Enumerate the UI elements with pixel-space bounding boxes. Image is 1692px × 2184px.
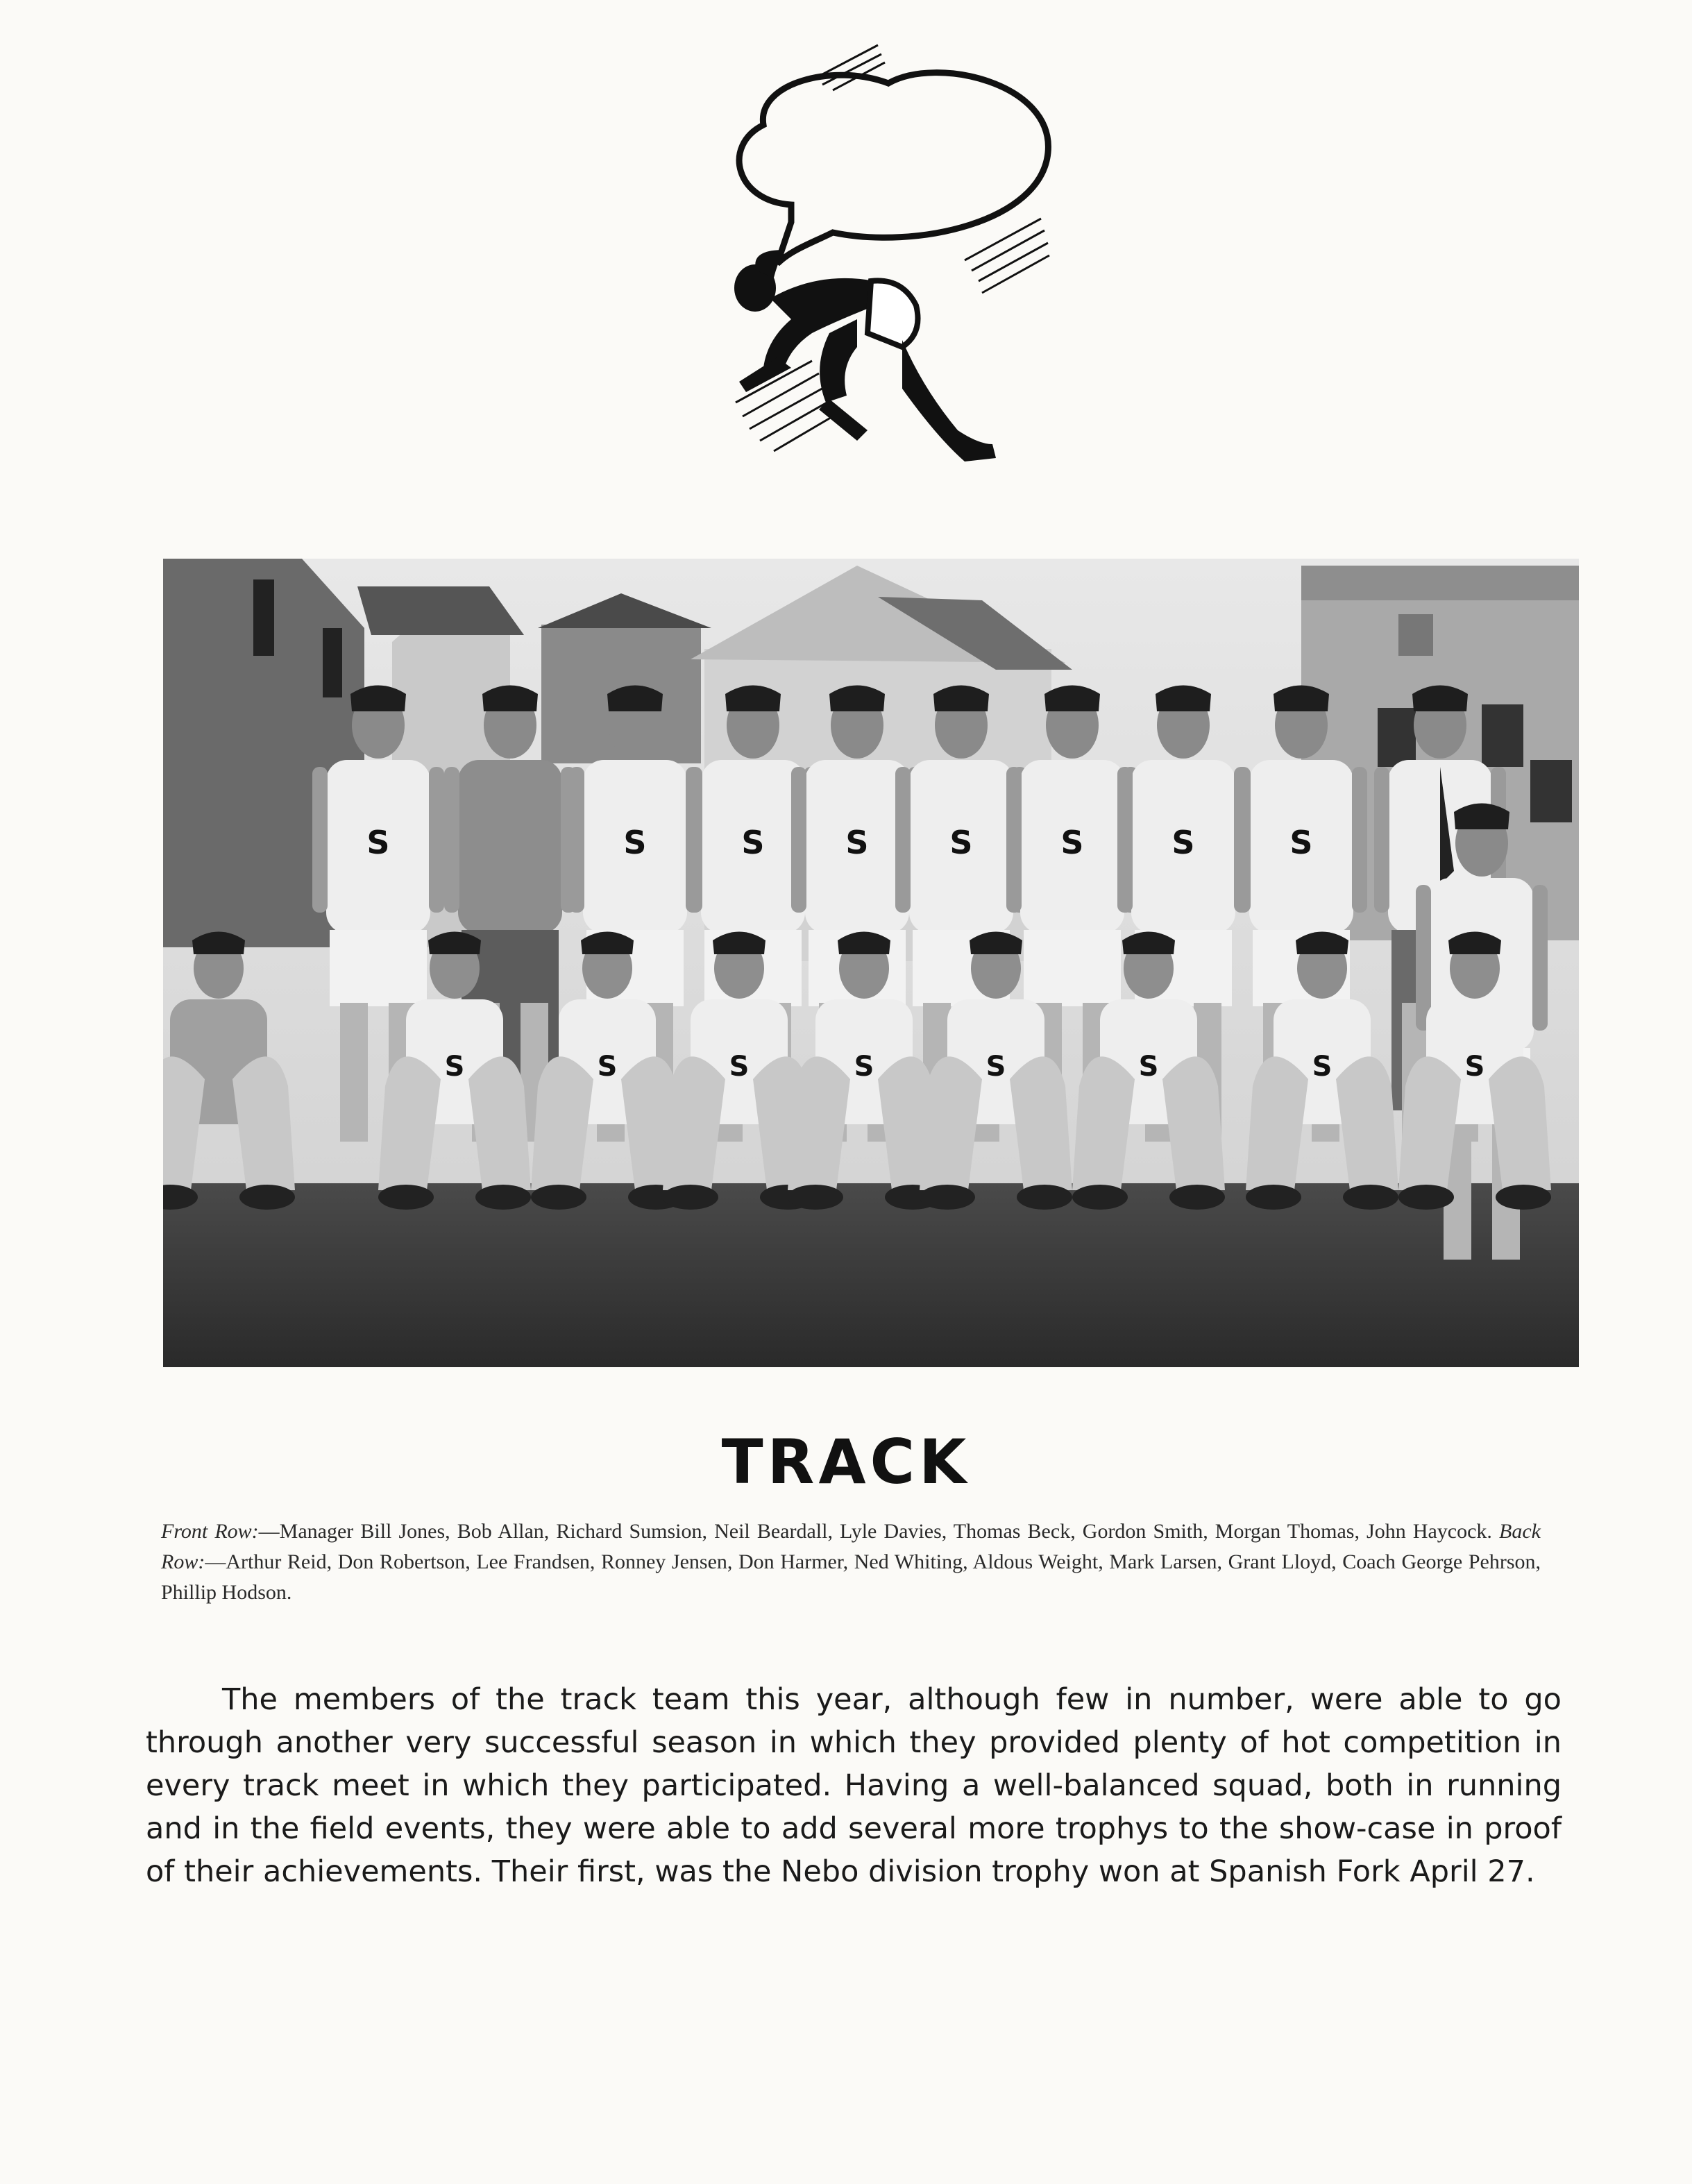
team-photograph [163,559,1579,1367]
svg-text:S: S [597,1051,618,1083]
svg-text:S: S [729,1051,750,1083]
svg-text:S: S [741,824,765,861]
svg-text:S: S [1464,1051,1485,1083]
back-row-names: —Arthur Reid, Don Robertson, Lee Frandsen, Ronney Jensen, Don Harmer, Ned Whiting, Aldous Weight, Mark Larsen, Grant Lloyd, Coach George Pehrson, Phillip Hodson. [161,1550,1541,1604]
svg-text:S: S [985,1051,1006,1083]
svg-text:S: S [366,824,390,861]
svg-text:S: S [1138,1051,1159,1083]
front-row-names: —Manager Bill Jones, Bob Allan, Richard Sumsion, Neil Beardall, Lyle Davies, Thomas Beck, Gordon Smith, Morgan Thomas, John Haycock. [258,1520,1492,1543]
svg-text:S: S [444,1051,465,1083]
svg-text:S: S [623,824,647,861]
front-row-label: Front Row: [161,1520,259,1543]
page-title: TRACK [721,1426,971,1498]
svg-text:S: S [1289,824,1313,861]
svg-text:S: S [1171,824,1195,861]
svg-text:S: S [854,1051,874,1083]
photo-caption [161,1516,1541,1608]
svg-text:S: S [1060,824,1084,861]
back-row-label: Back Row: [161,1520,1541,1573]
svg-text:S: S [1312,1051,1333,1083]
svg-text:S: S [845,824,869,861]
svg-text:S: S [949,824,973,861]
sprinter-illustration [708,42,1069,486]
body-paragraph: The members of the track team this year, although few in number, were able to go through another very successful season in which they provided plenty of hot competition in every track meet in which they participated. Having a well-balanced squad, both in running and in the field events, they were able to add several more trophys to the show-case in proof of their achievements. Their first, was the Nebo division trophy won at Spanish Fork April 27. [146,1682,1562,1889]
